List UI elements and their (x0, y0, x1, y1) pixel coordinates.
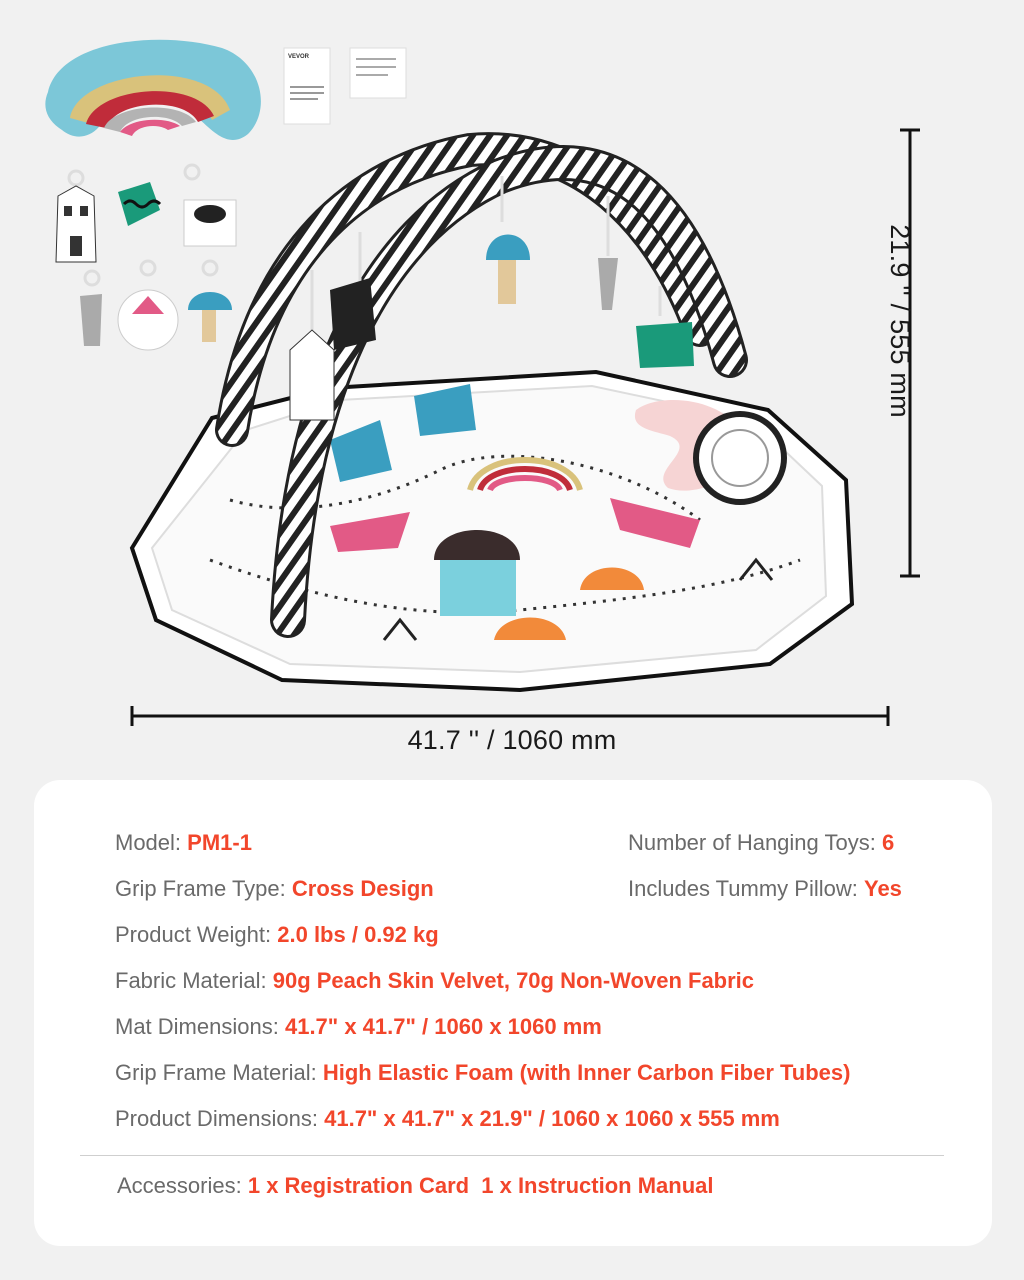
spec-label: Grip Frame Material: (115, 1060, 317, 1085)
spec-model (115, 830, 252, 856)
spec-fabric-material (115, 968, 754, 994)
spec-value: 90g Peach Skin Velvet, 70g Non-Woven Fabric (272, 968, 755, 993)
spec-grip-frame-material (115, 1060, 850, 1086)
spec-label: Model: (115, 830, 182, 855)
spec-label: Includes Tummy Pillow: (628, 876, 858, 901)
spec-value: High Elastic Foam (with Inner Carbon Fiber Tubes) (322, 1060, 851, 1085)
spec-value: 41.7" x 41.7" / 1060 x 1060 mm (284, 1014, 602, 1039)
spec-product-weight (115, 922, 439, 948)
spec-label: Grip Frame Type: (115, 876, 286, 901)
spec-label: Mat Dimensions: (115, 1014, 279, 1039)
spec-label: Fabric Material: (115, 968, 267, 993)
spec-value: Yes (863, 876, 902, 901)
hanging-toys-set-image (56, 165, 236, 350)
spec-hanging-toys (628, 830, 894, 856)
width-dimension-label: 41.7 '' / 1060 mm (407, 725, 617, 755)
height-dimension-text: 21.9 '' / 555 mm (885, 224, 916, 418)
spec-value: 2.0 lbs / 0.92 kg (277, 922, 439, 947)
spec-accessories (117, 1173, 714, 1199)
spec-grip-frame-type (115, 876, 434, 902)
spec-product-dimensions (115, 1106, 780, 1132)
tummy-pillow-image (45, 40, 261, 140)
spec-label: Accessories: (117, 1173, 242, 1198)
spec-value: PM1-1 (187, 830, 252, 855)
spec-value: Cross Design (291, 876, 434, 901)
spec-label: Product Weight: (115, 922, 272, 947)
spec-mat-dimensions (115, 1014, 602, 1040)
accessory-documents-image (284, 48, 406, 124)
spec-value: 41.7" x 41.7" x 21.9" / 1060 x 1060 x 555 mm (324, 1106, 780, 1131)
spec-label: Product Dimensions: (115, 1106, 318, 1131)
spec-divider (80, 1155, 944, 1156)
height-dimension-label (885, 224, 916, 418)
spec-tummy-pillow (628, 876, 902, 902)
spec-value: 6 (881, 830, 895, 855)
manual-brand-text: VEVOR (288, 54, 310, 60)
spec-value-registration-card: 1 x Registration Card (247, 1173, 470, 1198)
spec-label: Number of Hanging Toys: (628, 830, 876, 855)
width-dimension-line (132, 706, 888, 726)
spec-value-instruction-manual: 1 x Instruction Manual (481, 1173, 714, 1198)
